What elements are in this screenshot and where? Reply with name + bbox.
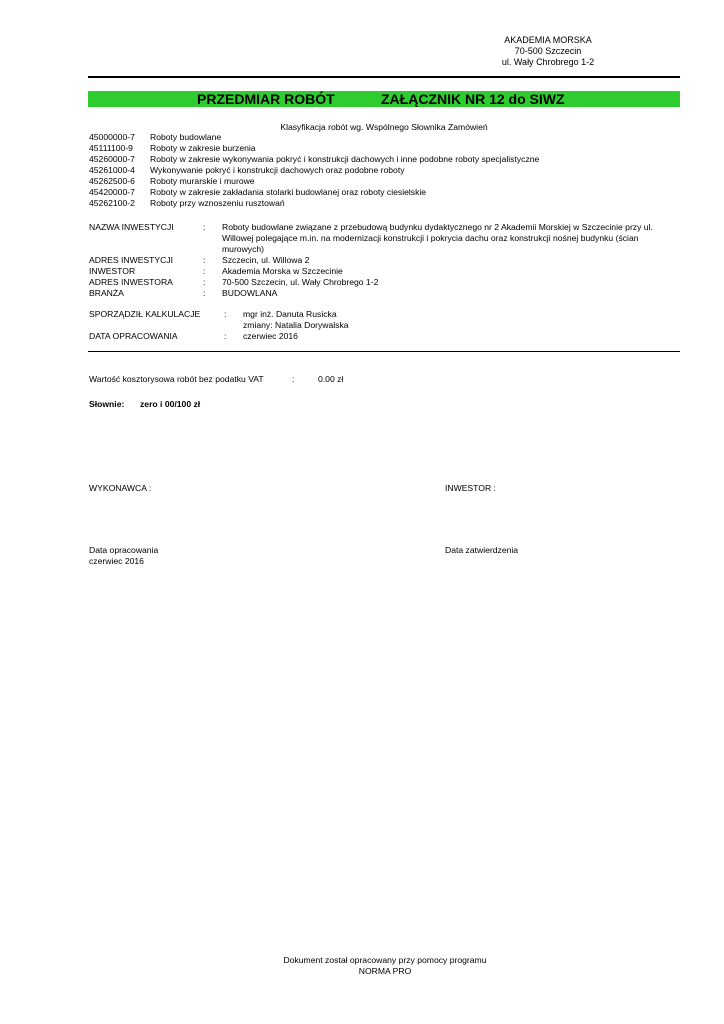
top-divider xyxy=(88,76,680,78)
cpv-description: Roboty murarskie i murowe xyxy=(150,176,255,186)
cpv-row xyxy=(89,198,539,209)
branch-label: BRANŻA xyxy=(89,288,124,298)
colon: : xyxy=(203,277,206,287)
cpv-description: Roboty w zakresie zakładania stolarki budowlanej oraz roboty ciesielskie xyxy=(150,187,427,197)
cpv-code: 45111100-9 xyxy=(89,143,133,153)
cpv-description: Roboty przy wznoszeniu rusztowań xyxy=(150,198,285,208)
cpv-description: Wykonywanie pokryć i konstrukcji dachowych oraz podobne roboty xyxy=(150,165,405,175)
colon: : xyxy=(224,309,227,319)
branch-value: BUDOWLANA xyxy=(222,288,278,298)
words-label: Słownie: xyxy=(89,399,125,409)
cpv-description: Roboty budowlane xyxy=(150,132,222,142)
organization-street: ul. Wały Chrobrego 1-2 xyxy=(501,57,595,67)
cpv-row xyxy=(89,132,539,143)
cpv-code: 45262100-2 xyxy=(89,198,135,208)
document-title: PRZEDMIAR ROBÓT xyxy=(197,91,335,107)
date-prepared-label: Data opracowania xyxy=(89,545,159,555)
investment-name-label: NAZWA INWESTYCJI xyxy=(89,222,174,232)
investor-address-value: 70-500 Szczecin, ul. Wały Chrobrego 1-2 xyxy=(222,277,379,287)
cpv-row xyxy=(89,143,539,154)
cost-value: 0.00 zł xyxy=(318,374,344,384)
attachment-title: ZAŁĄCZNIK NR 12 do SIWZ xyxy=(381,91,565,107)
changes-value: zmiany: Natalia Dorywalska xyxy=(243,320,349,330)
organization-name: AKADEMIA MORSKA xyxy=(504,35,592,45)
footer-line-1: Dokument został opracowany przy pomocy programu xyxy=(283,955,487,965)
cpv-description: Roboty w zakresie burzenia xyxy=(150,143,256,153)
cpv-description: Roboty w zakresie wykonywania pokryć i konstrukcji dachowych i inne podobne roboty specjalistyczne xyxy=(150,154,540,164)
cpv-code: 45000000-7 xyxy=(89,132,135,142)
cpv-code: 45261000-4 xyxy=(89,165,135,175)
preparation-date-value: czerwiec 2016 xyxy=(243,331,298,341)
cpv-row xyxy=(89,176,539,187)
footer-software-name: NORMA PRO xyxy=(358,966,412,976)
cpv-row xyxy=(89,165,539,176)
investor-value: Akademia Morska w Szczecinie xyxy=(222,266,343,276)
investment-address-value: Szczecin, ul. Willowa 2 xyxy=(222,255,310,265)
cpv-code: 45260000-7 xyxy=(89,154,135,164)
cost-colon: : xyxy=(292,374,295,384)
colon: : xyxy=(203,288,206,298)
colon: : xyxy=(203,255,206,265)
prepared-by-value: mgr inż. Danuta Rusicka xyxy=(243,309,337,319)
section-divider xyxy=(88,351,680,352)
investment-address-label: ADRES INWESTYCJI xyxy=(89,255,174,265)
cpv-row xyxy=(89,187,539,198)
organization-city: 70-500 Szczecin xyxy=(514,46,582,56)
investor-signature-label: INWESTOR : xyxy=(445,483,496,493)
investment-name-value: Roboty budowlane związane z przebudową budynku dydaktycznego nr 2 Akademii Morskiej w Szczecinie przy ul. Willowej polegające m.in. na modernizacji konstrukcji i pokrycia dachu oraz konstrukcji nośnej budynku (ścian murowych) xyxy=(222,222,653,254)
colon: : xyxy=(203,266,206,276)
title-bar xyxy=(88,91,680,107)
organization-address xyxy=(480,35,616,68)
prepared-by-label: SPORZĄDZIŁ KALKULACJE xyxy=(89,309,201,319)
colon: : xyxy=(203,222,206,232)
classification-heading: Klasyfikacja robót wg. Wspólnego Słownika Zamówień xyxy=(280,122,488,132)
contractor-label: WYKONAWCA : xyxy=(89,483,152,493)
investor-label: INWESTOR xyxy=(89,266,136,276)
colon: : xyxy=(224,331,227,341)
words-value: zero i 00/100 zł xyxy=(140,399,201,409)
cpv-code: 45420000-7 xyxy=(89,187,135,197)
cpv-list xyxy=(89,132,539,209)
cpv-code: 45262500-6 xyxy=(89,176,135,186)
cpv-row xyxy=(89,154,539,165)
preparation-date-label: DATA OPRACOWANIA xyxy=(89,331,178,341)
date-prepared-value: czerwiec 2016 xyxy=(89,556,144,566)
date-approved-label: Data zatwierdzenia xyxy=(445,545,519,555)
cost-label: Wartość kosztorysowa robót bez podatku VAT xyxy=(89,374,264,384)
investor-address-label: ADRES INWESTORA xyxy=(89,277,173,287)
footer xyxy=(200,955,570,977)
